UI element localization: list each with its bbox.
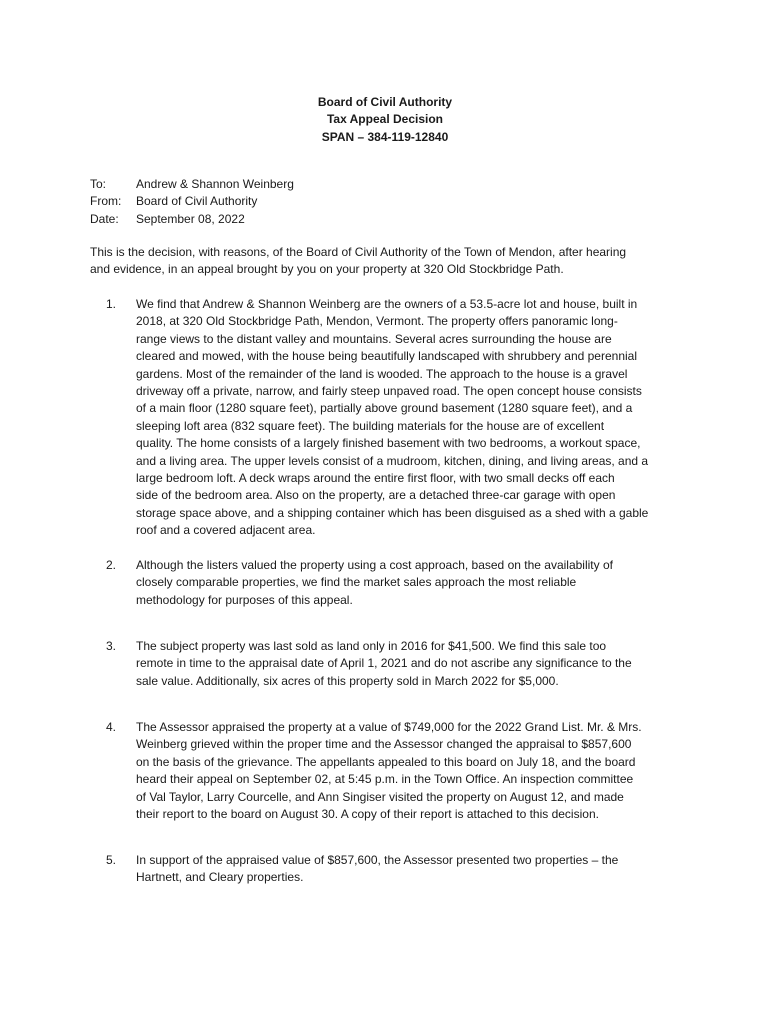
memo-date-value: September 08, 2022: [136, 211, 245, 226]
finding-line: of Val Taylor, Larry Courcelle, and Ann Singiser visited the property on August 12, and made: [136, 789, 624, 804]
finding-text: [136, 719, 680, 823]
finding-text: [136, 296, 680, 540]
memo-to-row: [90, 176, 690, 193]
finding-line: of a main floor (1280 square feet), partially above ground basement (1280 square feet), and a: [136, 401, 633, 416]
finding-line: quality. The home consists of a largely finished basement with two bedrooms, a workout space,: [136, 436, 641, 451]
finding-text: [136, 852, 680, 887]
finding-text: [136, 638, 680, 690]
memo-from-row: [90, 193, 690, 210]
finding-line: driveway off a private, narrow, and fairly steep unpaved road. The open concept house consists: [136, 384, 642, 399]
intro-paragraph: [90, 244, 680, 279]
finding-line: sale value. Additionally, six acres of this property sold in March 2022 for $5,000.: [136, 673, 559, 688]
finding-line: 2018, at 320 Old Stockbridge Path, Mendon, Vermont. The property offers panoramic long-: [136, 314, 618, 329]
finding-line: side of the bedroom area. Also on the property, are a detached three-car garage with open: [136, 488, 616, 503]
finding-item-4: [90, 719, 690, 823]
finding-item-1: [90, 296, 690, 540]
finding-line: The Assessor appraised the property at a value of $749,000 for the 2022 Grand List. Mr. & Mrs.: [136, 720, 642, 734]
memo-to-label: To:: [90, 177, 107, 191]
memo-date-label: Date:: [90, 211, 119, 226]
finding-line: Weinberg grieved within the proper time and the Assessor changed the appraisal to $857,600: [136, 737, 632, 752]
memo-date-row: [90, 211, 690, 228]
finding-line: In support of the appraised value of $857,600, the Assessor presented two properties – the: [136, 853, 619, 867]
finding-line: sleeping loft area (832 square feet). The building materials for the house are of excellent: [136, 418, 605, 433]
finding-number: 3.: [106, 639, 117, 653]
finding-line: storage space above, and a shipping container which has been disguised as a shed with a gable: [136, 505, 649, 520]
finding-line: Hartnett, and Cleary properties.: [136, 870, 304, 885]
finding-number: 2.: [106, 558, 117, 572]
intro-line: This is the decision, with reasons, of the Board of Civil Authority of the Town of Mendon, after hearing: [90, 245, 627, 259]
finding-line: roof and a covered adjacent area.: [136, 523, 316, 538]
finding-line: We find that Andrew & Shannon Weinberg are the owners of a 53.5-acre lot and house, built in: [136, 297, 638, 311]
finding-line: on the basis of the grievance. The appellants appealed to this board on July 18, and the board: [136, 754, 636, 769]
finding-line: range views to the distant valley and mountains. Several acres surrounding the house are: [136, 331, 612, 346]
finding-line: The subject property was last sold as land only in 2016 for $41,500. We find this sale too: [136, 639, 607, 653]
finding-item-5: [90, 852, 690, 887]
header-board-name: Board of Civil Authority: [317, 95, 453, 109]
memo-from-label: From:: [90, 194, 122, 209]
finding-item-3: [90, 638, 690, 690]
finding-line: large bedroom loft. A deck wraps around the entire first floor, with two small decks off each: [136, 471, 615, 486]
finding-line: gardens. Most of the remainder of the land is wooded. The approach to the house is a gravel: [136, 366, 628, 381]
finding-line: methodology for purposes of this appeal.: [136, 592, 353, 607]
memo-from-value: Board of Civil Authority: [136, 194, 258, 209]
finding-line: cleared and mowed, with the house being beautifully landscaped with shrubbery and perennial: [136, 349, 637, 364]
header-decision-title: Tax Appeal Decision: [326, 112, 444, 127]
header-span-number: SPAN – 384-119-12840: [321, 129, 449, 144]
memo-block: [90, 176, 690, 228]
finding-line: heard their appeal on September 02, at 5:45 p.m. in the Town Office. An inspection committee: [136, 772, 634, 787]
finding-line: their report to the board on August 30. A copy of their report is attached to this decision.: [136, 807, 599, 822]
finding-text: [136, 557, 680, 609]
finding-line: and a living area. The upper levels consist of a mudroom, kitchen, dining, and living areas, and a: [136, 453, 649, 468]
finding-line: Although the listers valued the property using a cost approach, based on the availability of: [136, 558, 613, 572]
document-header: [0, 94, 770, 146]
memo-to-value: Andrew & Shannon Weinberg: [136, 177, 294, 191]
finding-line: remote in time to the appraisal date of April 1, 2021 and do not ascribe any significance to the: [136, 656, 632, 671]
finding-number: 1.: [106, 297, 117, 311]
finding-number: 4.: [106, 720, 117, 734]
finding-line: closely comparable properties, we find the market sales approach the most reliable: [136, 575, 577, 590]
finding-item-2: [90, 557, 690, 609]
intro-line: and evidence, in an appeal brought by you on your property at 320 Old Stockbridge Path.: [90, 262, 564, 277]
finding-number: 5.: [106, 853, 117, 867]
